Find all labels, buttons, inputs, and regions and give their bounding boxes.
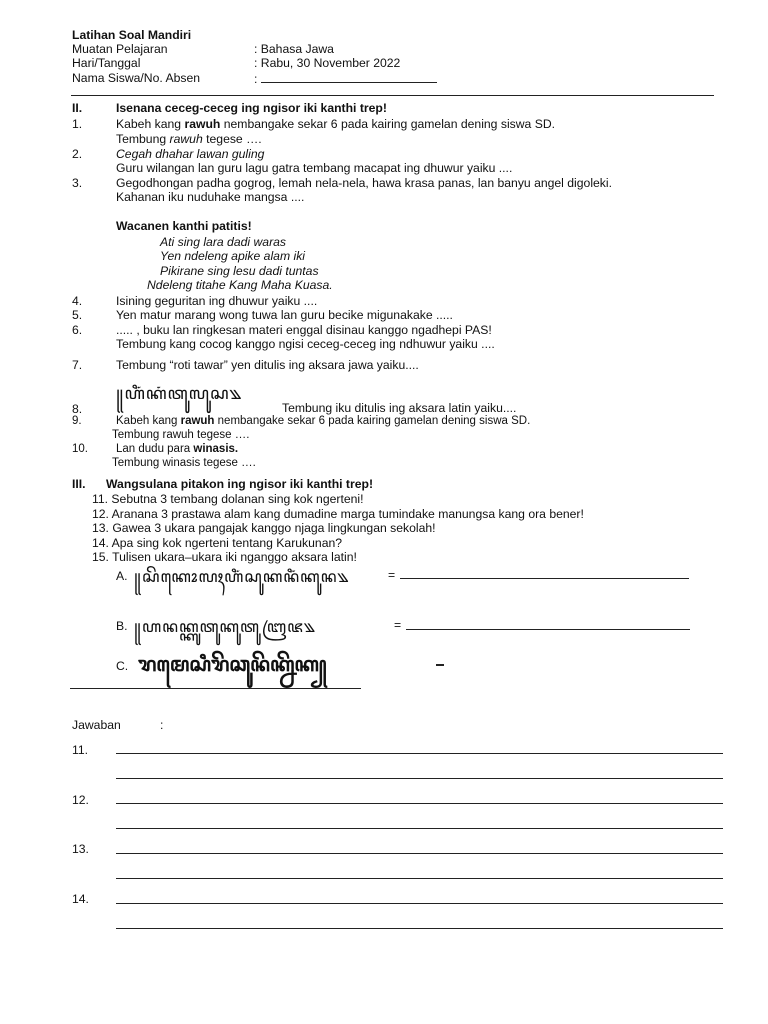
- answer-12-line-2[interactable]: [116, 828, 723, 829]
- q15a-label: A.: [116, 569, 128, 583]
- q2-line1: Cegah dhahar lawan guling: [116, 147, 265, 161]
- q15c-label: C.: [116, 659, 129, 673]
- q9-text: Kabeh kang rawuh nembangake sekar 6 pada kairing gamelan dening siswa SD.: [116, 415, 531, 427]
- q1-line2: Tembung rawuh tegese ….: [116, 132, 262, 146]
- q3-line1: Gegodhongan padha gogrog, lemah nela-nela, hawa krasa panas, lan banyu angel digoleki.: [116, 176, 612, 190]
- q6-number: 6.: [72, 323, 83, 337]
- name-blank-line: [261, 71, 437, 83]
- q1-number: 1.: [72, 117, 83, 131]
- field-label-subject: Muatan Pelajaran: [72, 42, 168, 56]
- field-value-subject: : Bahasa Jawa: [254, 42, 334, 56]
- q2-number: 2.: [72, 147, 83, 161]
- poem-line-4: Ndeleng titahe Kang Maha Kuasa.: [147, 278, 333, 292]
- q2-line2: Guru wilangan lan guru lagu gatra tembang macapat ing dhuwur yaiku ....: [116, 161, 513, 175]
- q7-text: Tembung “roti tawar” yen ditulis ing aksara jawa yaiku....: [116, 358, 419, 372]
- header-divider: [71, 95, 714, 96]
- q10-number: 10.: [72, 443, 88, 455]
- section3-number: III.: [72, 477, 86, 491]
- q10-line2: Tembung winasis tegese ….: [112, 457, 256, 469]
- answer-11-number: 11.: [72, 743, 89, 757]
- q15b-javanese-script: ꧋ꦲꦤꦏ꧀ꦏꦸꦠꦸꦏꦸꦠꦸꦧꦿꦗ꧉: [134, 617, 316, 636]
- q15c-script: ꦫꦩꦺꦱꦶꦫꦼꦕꦸꦤꦼꦏ꧀ꦤꦼꦏ꧀: [138, 652, 327, 676]
- answer-11-line-2[interactable]: [116, 778, 723, 779]
- q7-number: 7.: [72, 358, 83, 372]
- field-value-date: : Rabu, 30 November 2022: [254, 56, 401, 70]
- q15-text: 15. Tulisen ukara–ukara iki nganggo aksara latin!: [92, 550, 357, 564]
- q6-line2: Tembung kang cocog kanggo ngisi ceceg-ceceg ing ndhuwur yaiku ....: [116, 337, 495, 351]
- q15b-label: B.: [116, 619, 128, 633]
- q5-number: 5.: [72, 308, 83, 322]
- field-value-name[interactable]: :: [254, 71, 437, 86]
- q10-text: Lan dudu para winasis.: [116, 443, 239, 455]
- q12-text: 12. Aranana 3 prastawa alam kang dumadine marga tumindake manungsa kang ora bener!: [92, 507, 584, 521]
- reading-instruction: Wacanen kanthi patitis!: [116, 219, 252, 233]
- q15b-answer-line[interactable]: [406, 629, 690, 630]
- q4-text: Isining geguritan ing dhuwur yaiku ....: [116, 294, 318, 308]
- section2-number: II.: [72, 101, 83, 115]
- answers-label: Jawaban: [72, 718, 121, 732]
- doc-title: Latihan Soal Mandiri: [72, 28, 192, 42]
- q11-text: 11. Sebutna 3 tembang dolanan sing kok ngerteni!: [92, 492, 364, 506]
- q15a-equals: =: [388, 568, 396, 582]
- answer-13-number: 13.: [72, 842, 89, 856]
- q9-line2: Tembung rawuh tegese ….: [112, 429, 250, 441]
- answer-14-line-2[interactable]: [116, 928, 723, 929]
- section2-title: Isenana ceceg-ceceg ing ngisor iki kanthi trep!: [116, 101, 387, 115]
- poem-line-2: Yen ndeleng apike alam iki: [160, 249, 305, 263]
- q4-number: 4.: [72, 294, 83, 308]
- q6-line1: ..... , buku lan ringkesan materi enggal disinau kanggo ngadhepi PAS!: [116, 323, 492, 337]
- q15b-equals: =: [394, 618, 402, 632]
- field-label-name: Nama Siswa/No. Absen: [72, 71, 201, 85]
- answer-14-number: 14.: [72, 892, 89, 906]
- answers-colon: :: [160, 718, 164, 732]
- poem-line-3: Pikirane sing lesu dadi tuntas: [160, 264, 319, 278]
- q14-text: 14. Apa sing kok ngerteni tentang Karukunan?: [92, 536, 343, 550]
- q15a-answer-line[interactable]: [400, 578, 689, 579]
- q3-number: 3.: [72, 176, 83, 190]
- field-label-date: Hari/Tanggal: [72, 56, 141, 70]
- q13-text: 13. Gawea 3 ukara pangajak kanggo njaga lingkungan sekolah!: [92, 521, 436, 535]
- answer-12-number: 12.: [72, 793, 89, 807]
- answer-14-line-1[interactable]: [116, 903, 723, 904]
- q1-text: Kabeh kang rawuh nembangake sekar 6 pada kairing gamelan dening siswa SD.: [116, 117, 556, 131]
- q8-text: Tembung iku ditulis ing aksara latin yaiku....: [282, 401, 517, 415]
- q9-number: 9.: [72, 415, 82, 427]
- section3-title: Wangsulana pitakon ing ngisor iki kanthi trep!: [106, 477, 374, 491]
- answer-13-line-2[interactable]: [116, 878, 723, 879]
- q15a-javanese-script: ꧋ꦱꦼꦏꦺꦴꦭꦃꦲꦶꦁꦱꦸꦏꦤꦶꦁꦏꦸꦤ꧉: [134, 567, 350, 586]
- q15c-answer-line[interactable]: [70, 688, 361, 689]
- q5-text: Yen matur marang wong tuwa lan guru becike migunakake .....: [116, 308, 453, 322]
- answer-12-line-1[interactable]: [116, 803, 723, 804]
- q15c-dash: [436, 664, 444, 666]
- answer-13-line-1[interactable]: [116, 853, 723, 854]
- q3-line2: Kahanan iku nuduhake mangsa ....: [116, 190, 305, 204]
- answer-11-line-1[interactable]: [116, 753, 723, 754]
- q8-number: 8.: [72, 402, 83, 416]
- poem-line-1: Ati sing lara dadi waras: [160, 235, 286, 249]
- q8-javanese-script: ꧋ꦲꦶꦁꦏꦁꦠꦸꦭꦸꦱ꧉: [116, 384, 243, 404]
